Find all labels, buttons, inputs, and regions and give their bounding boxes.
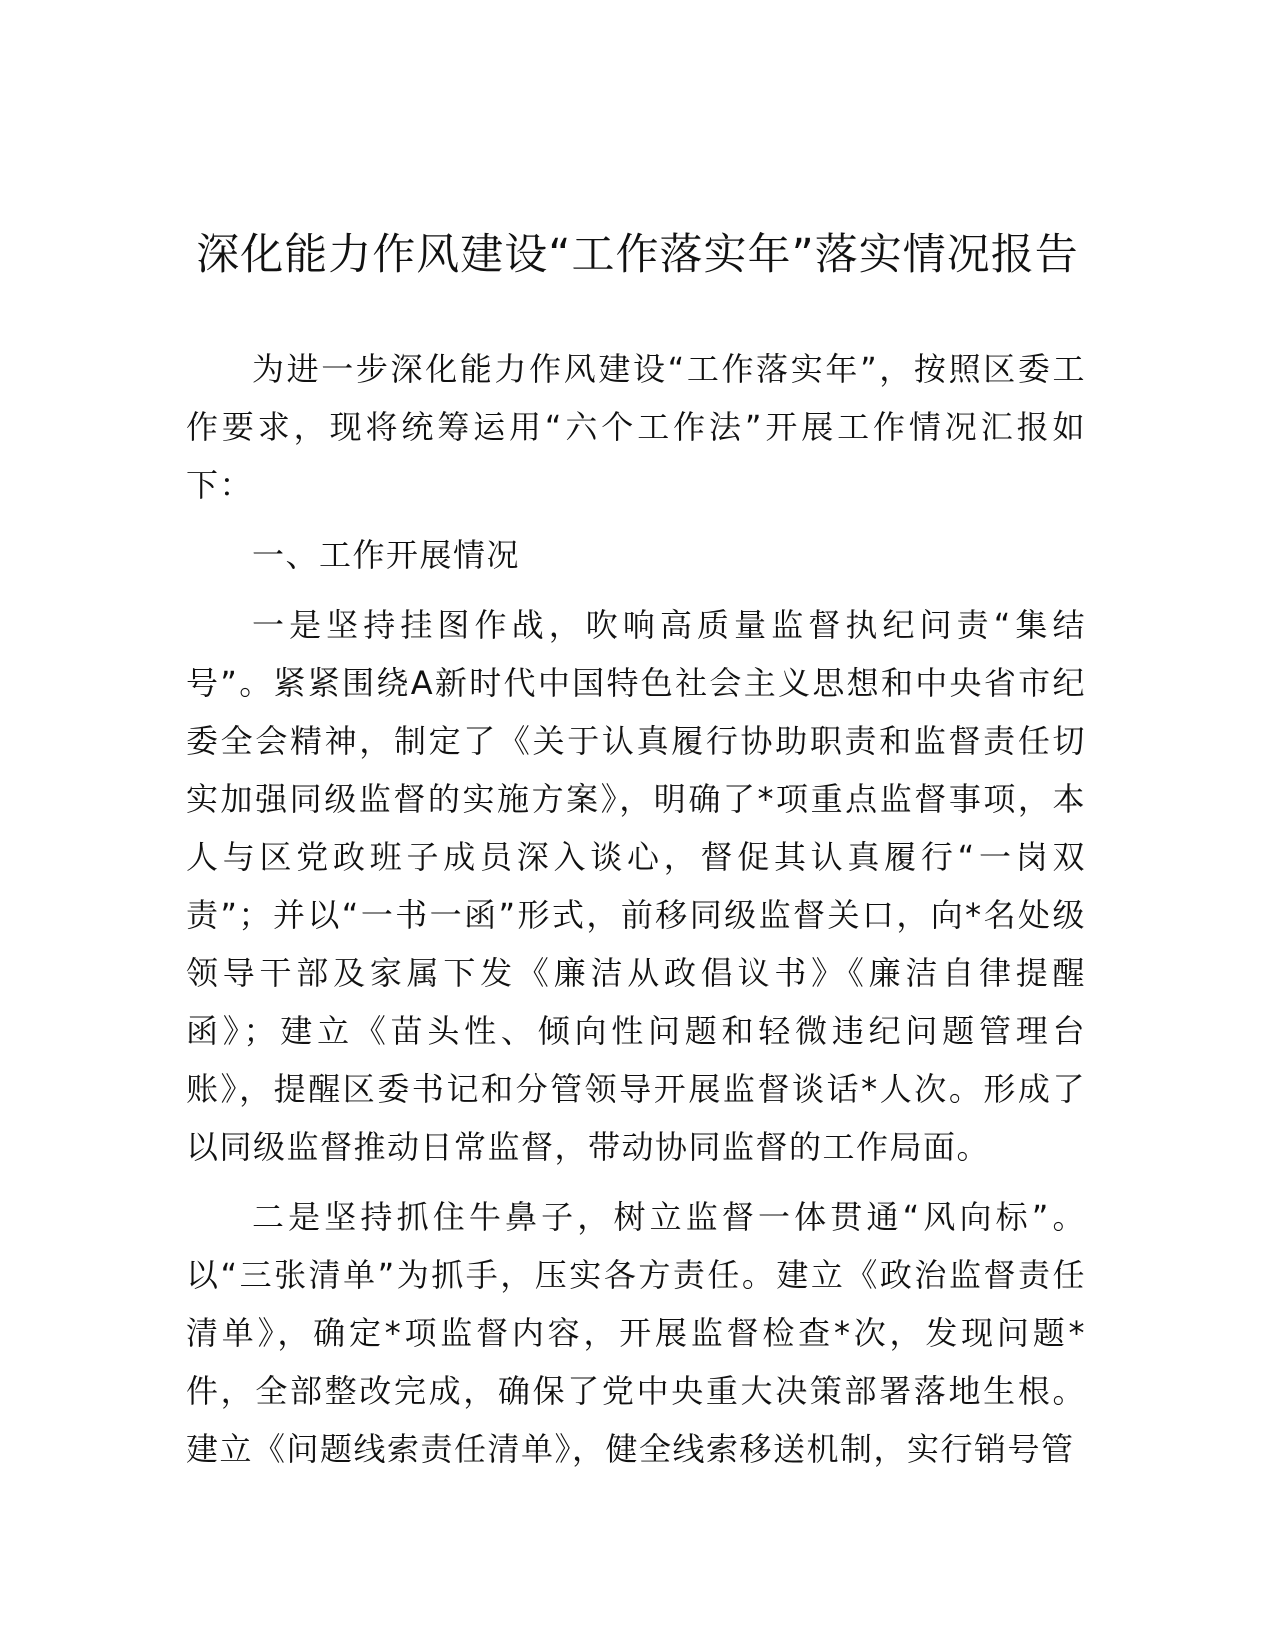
document-body (186, 340, 1086, 1490)
section-heading: 一、工作开展情况 (252, 536, 521, 574)
intro-paragraph: 为进一步深化能力作风建设“工作落实年”，按照区委工作要求，现将统筹运用“六个工作法”开展工作情况汇报如下： (186, 350, 1086, 504)
body-paragraph-2: 二是坚持抓住牛鼻子，树立监督一体贯通“风向标”。以“三张清单”为抓手，压实各方责任。建立《政治监督责任清单》，确定*项监督内容，开展监督检查*次，发现问题*件，全部整改完成，确保了党中央重大决策部署落地生根。建立《问题线索责任清单》，健全线索移送机制，实行销号管 (186, 1198, 1086, 1468)
document-title: 深化能力作风建设“工作落实年”落实情况报告 (196, 230, 1079, 280)
body-paragraph-1: 一是坚持挂图作战，吹响高质量监督执纪问责“集结号”。紧紧围绕A新时代中国特色社会主义思想和中央省市纪委全会精神，制定了《关于认真履行协助职责和监督责任切实加强同级监督的实施方案》，明确了*项重点监督事项，本人与区党政班子成员深入谈心，督促其认真履行“一岗双责”；并以“一书一函”形式，前移同级监督关口，向*名处级领导干部及家属下发《廉洁从政倡议书》《廉洁自律提醒函》；建立《苗头性、倾向性问题和轻微违纪问题管理台账》，提醒区委书记和分管领导开展监督谈话*人次。形成了以同级监督推动日常监督，带动协同监督的工作局面。 (186, 606, 1086, 1166)
